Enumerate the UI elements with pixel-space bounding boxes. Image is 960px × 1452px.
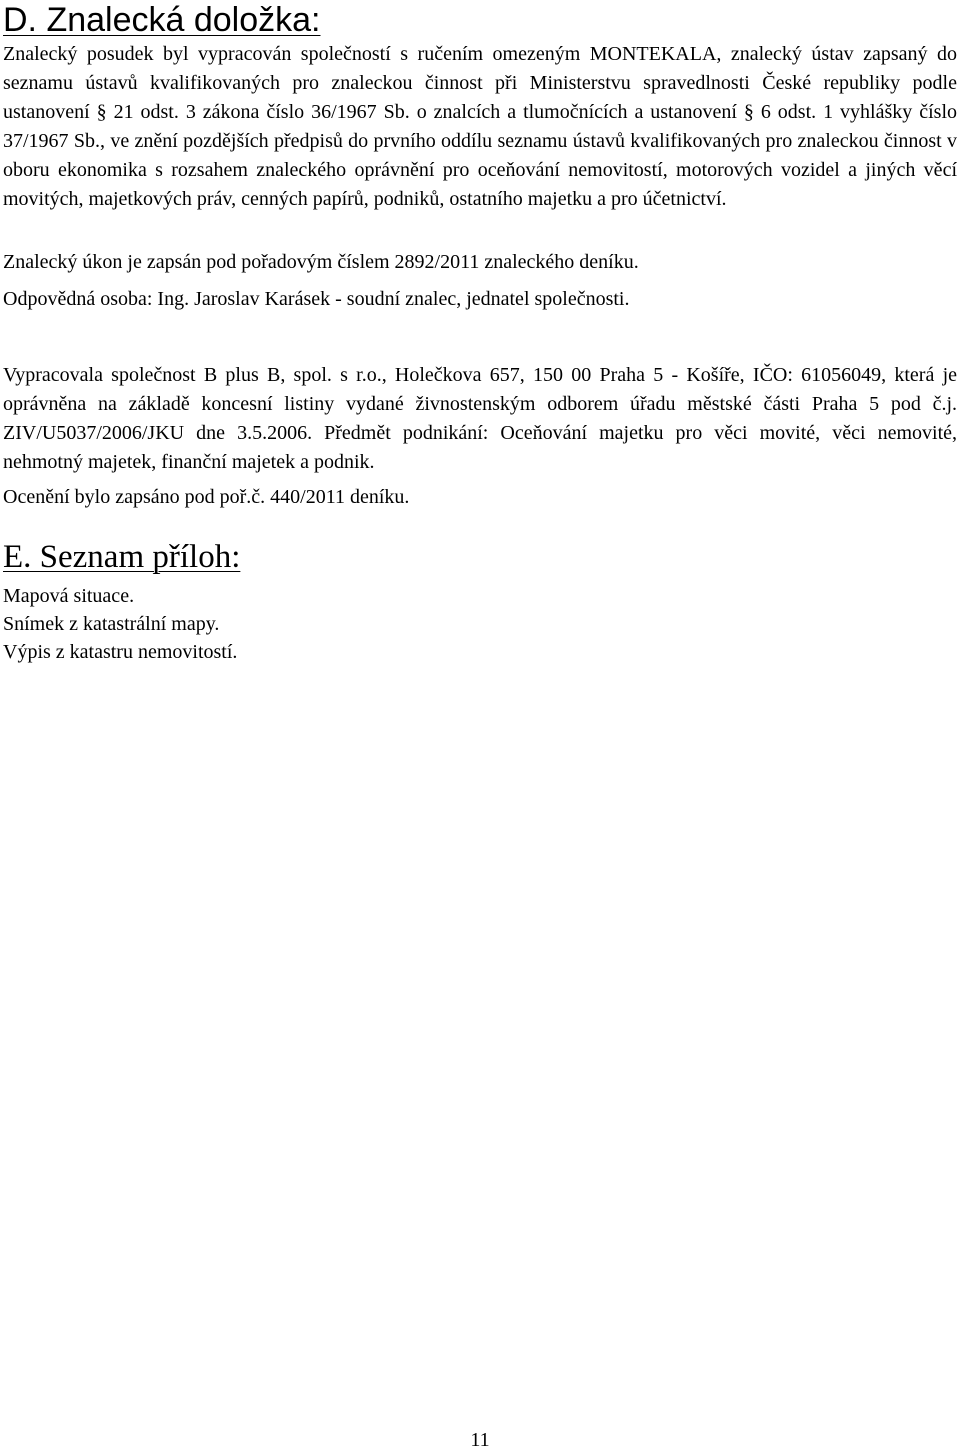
- attachments-list: [3, 582, 237, 666]
- section-e-heading: E. Seznam příloh:: [3, 539, 241, 575]
- expert-clause-paragraph: Znalecký posudek byl vypracován společností s ručením omezeným MONTEKALA, znalecký ústav zapsaný do seznamu ústavů kvalifikovaných pro znaleckou činnost při Ministerstvu spravedlnosti České republiky podle ustanovení § 21 odst. 3 zákona číslo 36/1967 Sb. o znalcích a tlumočnících a ustanovení § 6 odst. 1 vyhlášky číslo 37/1967 Sb., ve znění pozdějších předpisů do prvního oddílu seznamu ústavů kvalifikovaných pro znaleckou činnost v oboru ekonomika s rozsahem znaleckého oprávnění pro oceňování nemovitostí, motorových vozidel a jiných věcí movitých, majetkových práv, cenných papírů, podniků, ostatního majetku a pro účetnictví.: [3, 43, 957, 210]
- page-number: 11: [470, 1429, 490, 1451]
- attachment-item: Snímek z katastrální mapy.: [3, 613, 220, 635]
- attachment-item: Výpis z katastru nemovitostí.: [3, 641, 238, 663]
- responsible-person-line: Odpovědná osoba: Ing. Jaroslav Karásek - soudní znalec, jednatel společnosti.: [3, 288, 630, 310]
- company-paragraph: Vypracovala společnost B plus B, spol. s r.o., Holečkova 657, 150 00 Praha 5 - Košíře, IČO: 61056049, která je oprávněna na základě koncesní listiny vydané živnostenským odborem úřadu městské části Praha 5 pod č.j. ZIV/U5037/2006/JKU dne 3.5.2006. Předmět podnikání: Oceňování majetku pro věci movité, věci nemovité, nehmotný majetek, finanční majetek a podnik.: [3, 364, 957, 473]
- registry-line: Znalecký úkon je zapsán pod pořadovým číslem 2892/2011 znaleckého deníku.: [3, 251, 639, 273]
- attachment-item: Mapová situace.: [3, 585, 135, 607]
- valuation-line: Ocenění bylo zapsáno pod poř.č. 440/2011 deníku.: [3, 486, 410, 508]
- section-d-heading: D. Znalecká doložka:: [3, 1, 321, 39]
